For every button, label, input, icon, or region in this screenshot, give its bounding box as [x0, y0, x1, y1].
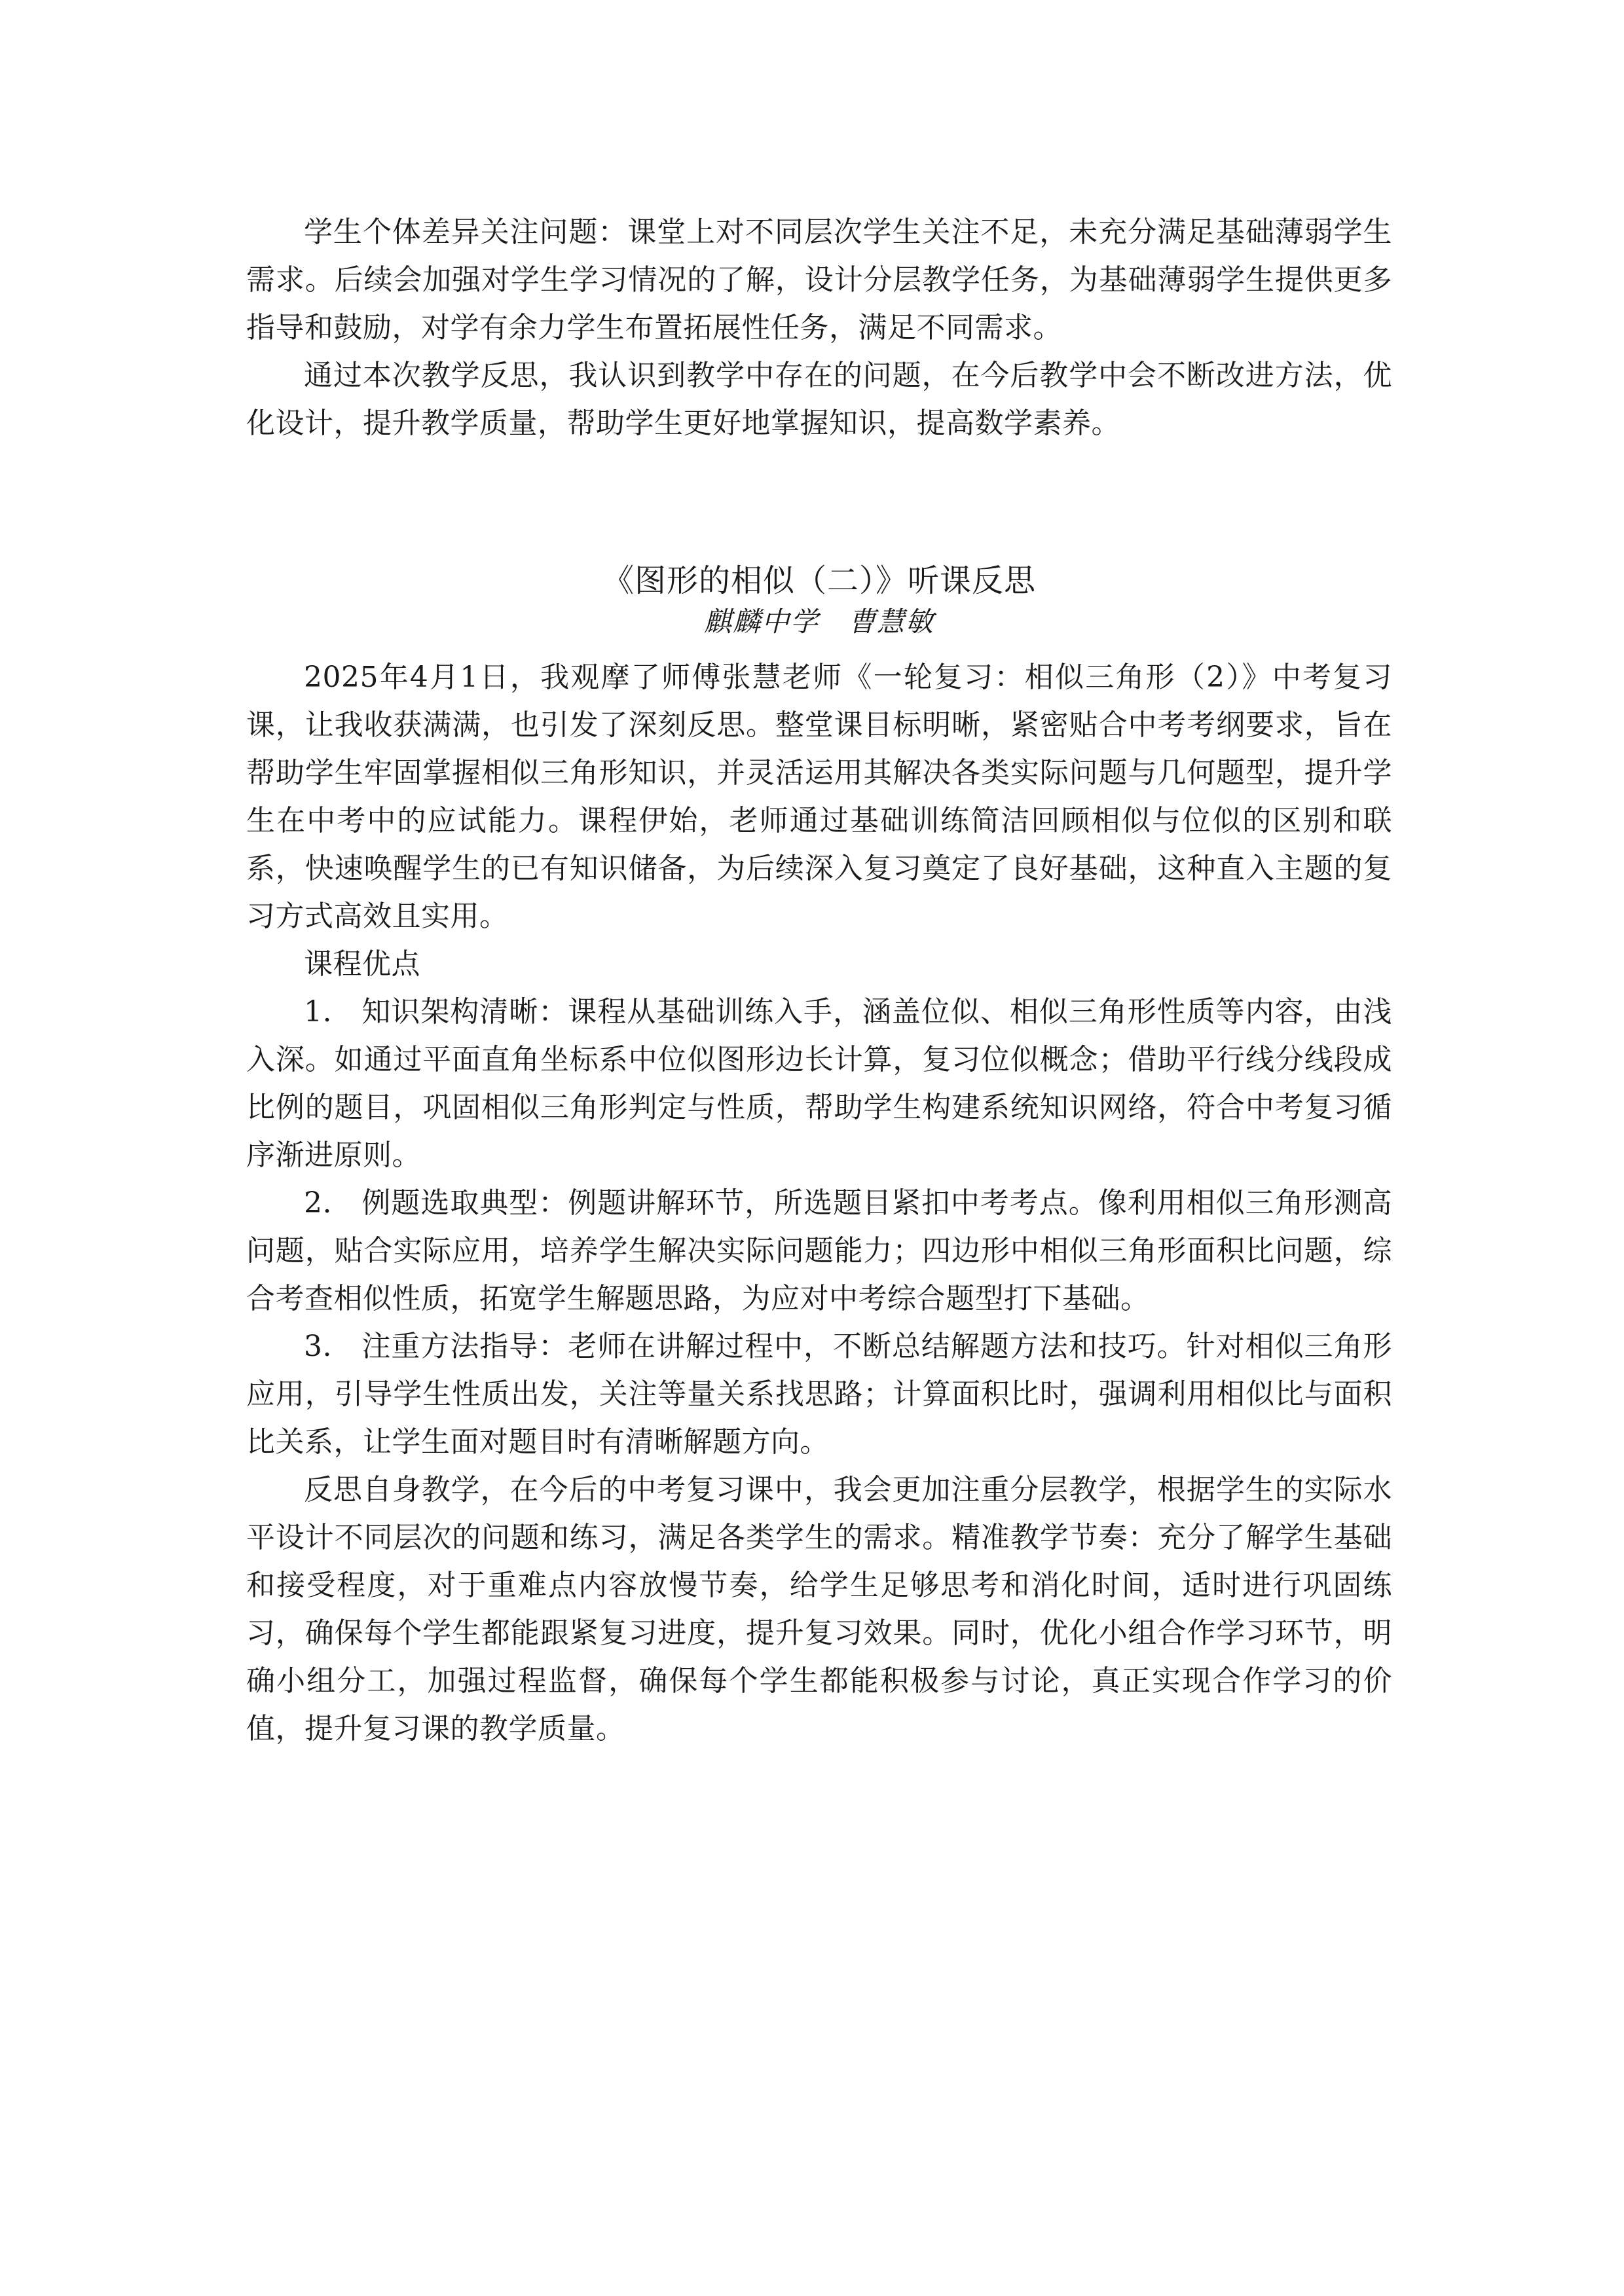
paragraph-self-reflection: 反思自身教学，在今后的中考复习课中，我会更加注重分层教学，根据学生的实际水平设计不同层次的问题和练习，满足各类学生的需求。精准教学节奏：充分了解学生基础和接受程度，对于重难点内容放慢节奏，给学生足够思考和消化时间，适时进行巩固练习，确保每个学生都能跟紧复习进度，提升复习效果。同时，优化小组合作学习环节，明确小组分工，加强过程监督，确保每个学生都能积极参与讨论，真正实现合作学习的价值，提升复习课的教学质量。 [246, 1473, 1392, 1745]
article-author: 麒麟中学 曹慧敏 [703, 606, 934, 638]
previous-section-continuation [246, 208, 1392, 447]
paragraph-point-1: 1. 知识架构清晰：课程从基础训练入手，涵盖位似、相似三角形性质等内容，由浅入深。如通过平面直角坐标系中位似图形边长计算，复习位似概念；借助平行线分线段成比例的题目，巩固相似三角形判定与性质，帮助学生构建系统知识网络，符合中考复习循序渐进原则。 [246, 995, 1392, 1172]
paragraph-intro: 2025年4月1日，我观摩了师傅张慧老师《一轮复习：相似三角形（2）》中考复习课，让我收获满满，也引发了深刻反思。整堂课目标明晰，紧密贴合中考考纲要求，旨在帮助学生牢固掌握相似三角形知识，并灵活运用其解决各类实际问题与几何题型，提升学生在中考中的应试能力。课程伊始，老师通过基础训练简洁回顾相似与位似的区别和联系，快速唤醒学生的已有知识储备，为后续深入复习奠定了良好基础，这种直入主题的复习方式高效且实用。 [246, 661, 1392, 933]
paragraph-conclusion: 通过本次教学反思，我认识到教学中存在的问题，在今后教学中会不断改进方法，优化设计，提升教学质量，帮助学生更好地掌握知识，提高数学素养。 [246, 359, 1392, 440]
section-heading-advantages: 课程优点 [304, 947, 420, 981]
paragraph-point-3: 3. 注重方法指导：老师在讲解过程中，不断总结解题方法和技巧。针对相似三角形应用，引导学生性质出发，关注等量关系找思路；计算面积比时，强调利用相似比与面积比关系，让学生面对题目时有清晰解题方向。 [246, 1330, 1392, 1459]
paragraph-point-2: 2. 例题选取典型：例题讲解环节，所选题目紧扣中考考点。像利用相似三角形测高问题，贴合实际应用，培养学生解决实际问题能力；四边形中相似三角形面积比问题，综合考查相似性质，拓宽学生解题思路，为应对中考综合题型打下基础。 [246, 1186, 1392, 1315]
article-title: 《图形的相似（二）》听课反思 [602, 562, 1036, 599]
paragraph-student-differences: 学生个体差异关注问题：课堂上对不同层次学生关注不足，未充分满足基础薄弱学生需求。后续会加强对学生学习情况的了解，设计分层教学任务，为基础薄弱学生提供更多指导和鼓励，对学有余力学生布置拓展性任务，满足不同需求。 [246, 215, 1392, 344]
article-body [246, 653, 1392, 1753]
